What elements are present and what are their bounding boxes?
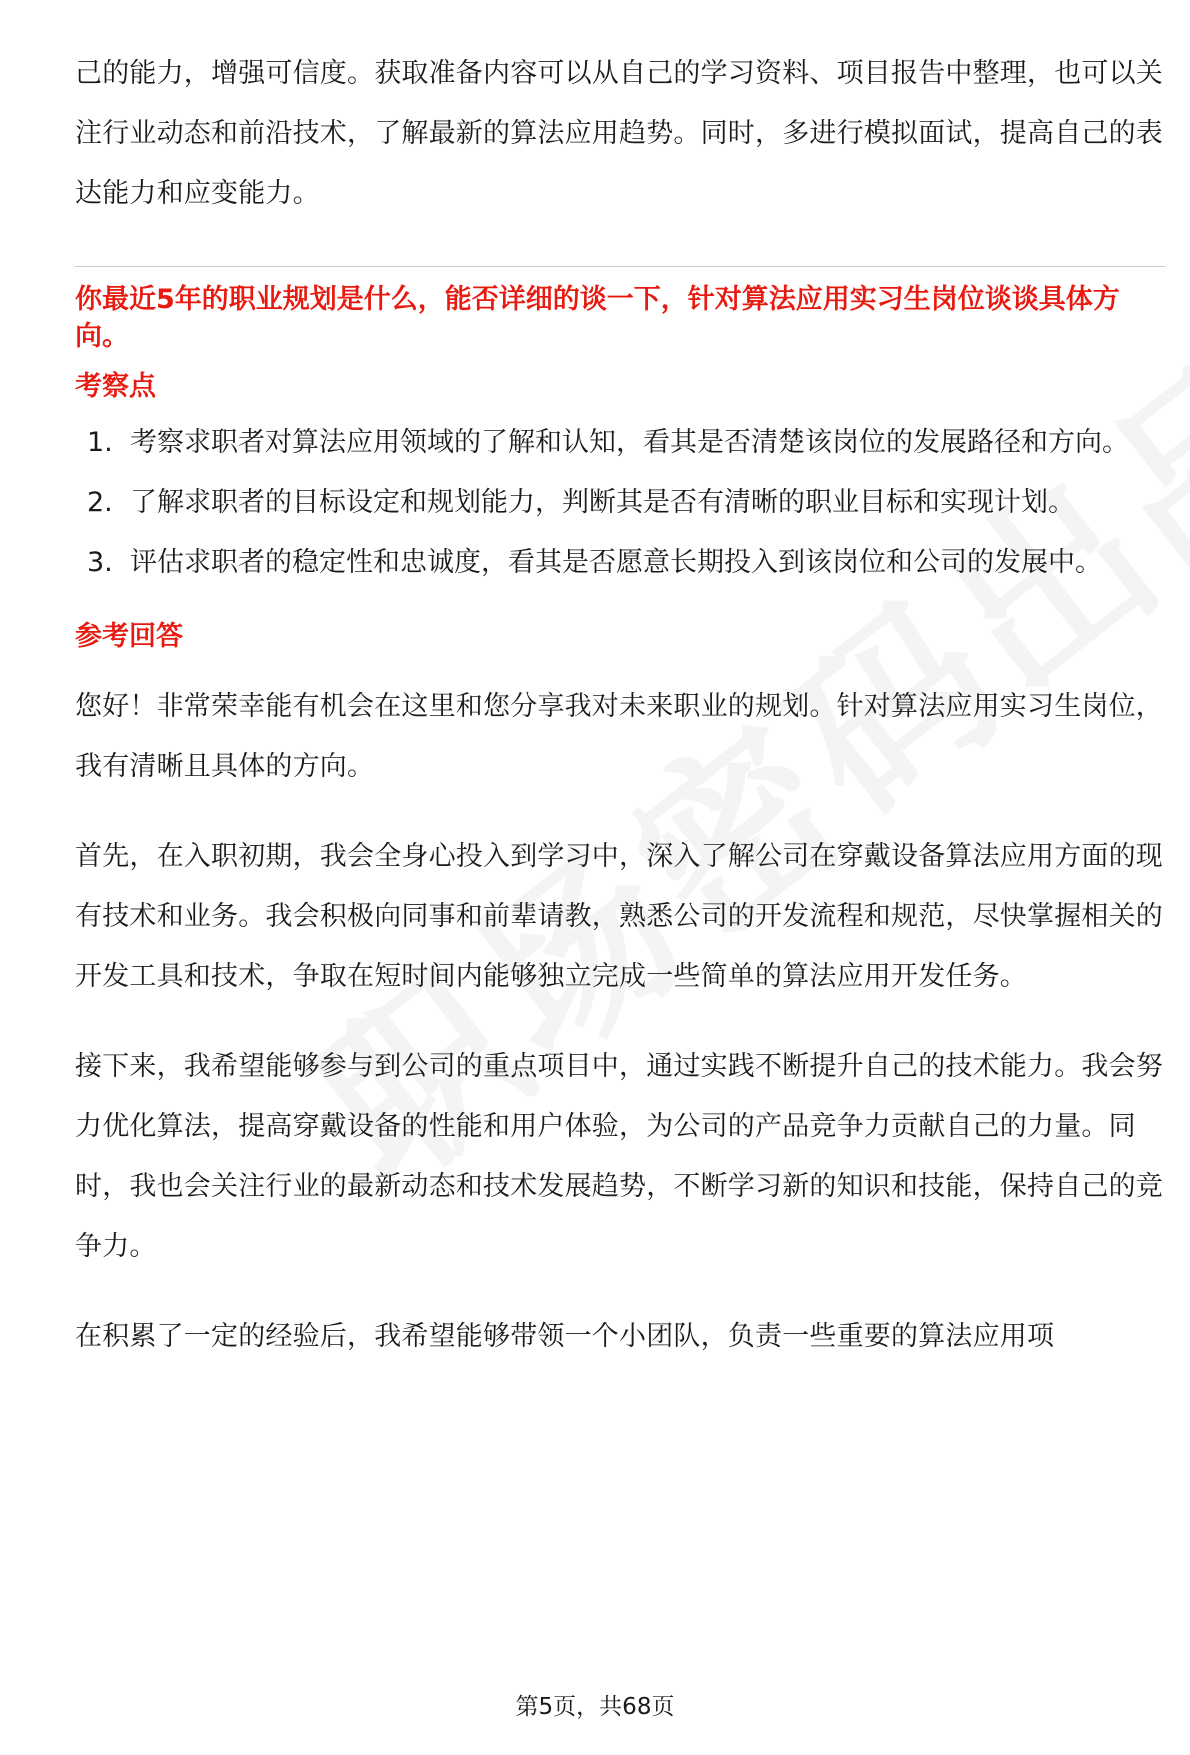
question-title: 你最近5年的职业规划是什么，能否详细的谈一下，针对算法应用实习生岗位谈谈具体方向。 (75, 284, 1120, 352)
list-item-text: 考察求职者对算法应用领域的了解和认知，看其是否清楚该岗位的发展路径和方向。 (130, 427, 1129, 458)
list-number: 2. (87, 487, 113, 518)
document-body (75, 44, 1165, 1367)
answer-paragraph: 接下来，我希望能够参与到公司的重点项目中，通过实践不断提升自己的技术能力。我会努力优化算法，提高穿戴设备的性能和用户体验，为公司的产品竞争力贡献自己的力量。同时，我也会关注行业的最新动态和技术发展趋势，不断学习新的知识和技能，保持自己的竞争力。 (75, 1051, 1163, 1262)
answer-paragraph: 首先，在入职初期，我会全身心投入到学习中，深入了解公司在穿戴设备算法应用方面的现有技术和业务。我会积极向同事和前辈请教，熟悉公司的开发流程和规范，尽快掌握相关的开发工具和技术，争取在短时间内能够独立完成一些简单的算法应用开发任务。 (75, 841, 1163, 992)
list-item (75, 473, 1165, 533)
page-number: 第5页，共68页 (515, 1694, 675, 1720)
list-item-text: 评估求职者的稳定性和忠诚度，看其是否愿意长期投入到该岗位和公司的发展中。 (130, 547, 1102, 578)
list-item (75, 533, 1165, 593)
answer-paragraph: 在积累了一定的经验后，我希望能够带领一个小团队，负责一些重要的算法应用项 (75, 1321, 1055, 1352)
list-item-text: 了解求职者的目标设定和规划能力，判断其是否有清晰的职业目标和实现计划。 (130, 487, 1075, 518)
answer-heading: 参考回答 (75, 621, 183, 652)
list-number: 1. (87, 427, 113, 458)
list-item (75, 413, 1165, 473)
answer-paragraph: 您好！非常荣幸能有机会在这里和您分享我对未来职业的规划。针对算法应用实习生岗位，我有清晰且具体的方向。 (75, 691, 1163, 782)
examination-points (75, 413, 1165, 593)
intro-paragraph: 己的能力，增强可信度。获取准备内容可以从自己的学习资料、项目报告中整理，也可以关注行业动态和前沿技术，了解最新的算法应用趋势。同时，多进行模拟面试，提高自己的表达能力和应变能力。 (75, 58, 1163, 209)
list-number: 3. (87, 547, 113, 578)
section-divider (75, 266, 1165, 267)
examination-heading: 考察点 (75, 371, 156, 402)
